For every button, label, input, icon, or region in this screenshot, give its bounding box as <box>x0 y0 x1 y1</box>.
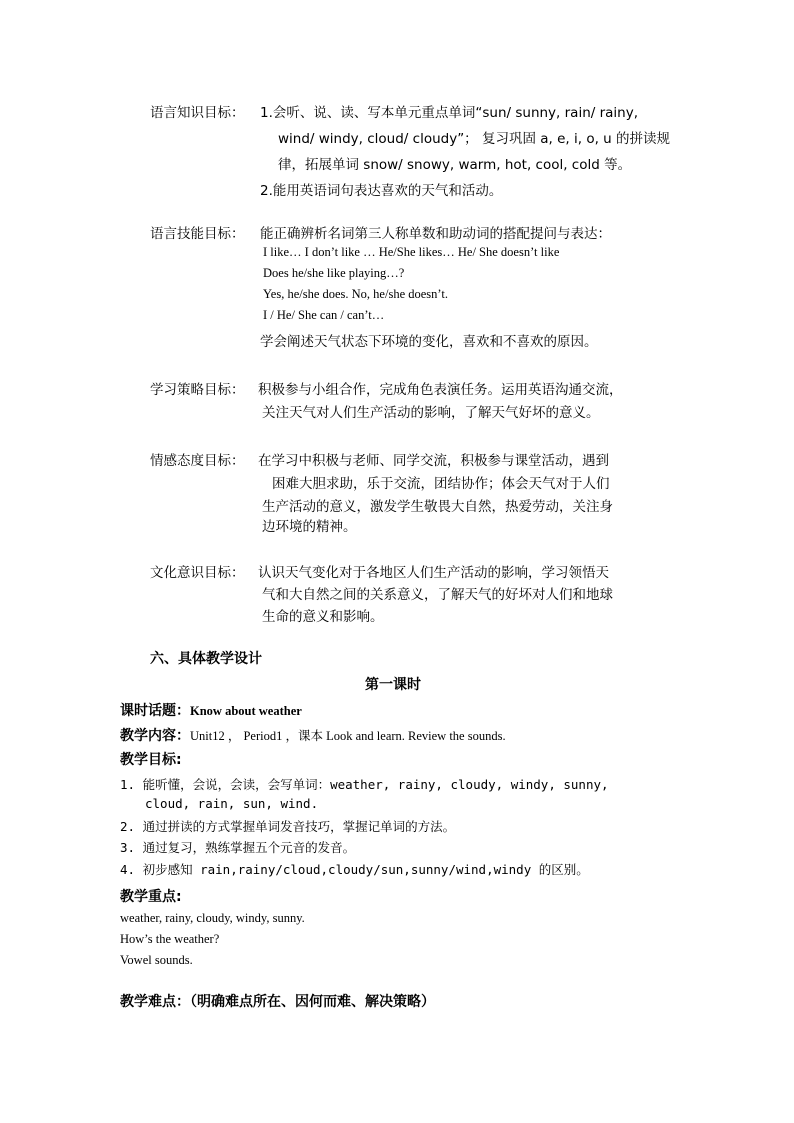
key-point: weather, rainy, cloudy, windy, sunny. <box>120 911 305 925</box>
culture-goal-line: 认识天气变化对于各地区人们生产活动的影响，学习领悟天 <box>258 565 609 581</box>
knowledge-goal-label: 语言知识目标： <box>150 105 245 121</box>
strategy-goal-label: 学习策略目标： <box>150 382 245 398</box>
knowledge-goal-line: 1.会听、说、读、写本单元重点单词“sun/ sunny, rain/ rainy, <box>260 105 639 121</box>
key-points-label: 教学重点: <box>120 889 182 905</box>
skills-goal-line: I / He/ She can / can’t… <box>263 308 385 322</box>
culture-goal-line: 生命的意义和影响。 <box>262 609 384 625</box>
emotion-goal-label: 情感态度目标： <box>150 453 245 469</box>
difficulty-label: 教学难点：（明确难点所在、因何而难、解决策略） <box>120 994 435 1010</box>
emotion-goal-line: 生产活动的意义，激发学生敬畏大自然，热爱劳动，关注身 <box>262 499 613 515</box>
emotion-goal-line: 困难大胆求助，乐于交流，团结协作；体会天气对于人们 <box>272 476 610 492</box>
goal-item: 4. 初步感知 rain,rainy/cloud,cloudy/sun,sunny/wind,windy 的区别。 <box>120 862 589 877</box>
key-point: How’s the weather? <box>120 932 220 946</box>
strategy-goal-line: 积极参与小组合作，完成角色表演任务。运用英语沟通交流， <box>258 382 623 398</box>
topic-label: 课时话题： <box>120 703 190 719</box>
emotion-goal-line: 边环境的精神。 <box>262 519 357 535</box>
content-value: Unit12 ， Period1 ，课本 Look and learn. Review the sounds. <box>190 729 506 743</box>
knowledge-goal-line: 律，拓展单词 snow/ snowy, warm, hot, cool, cold 等。 <box>278 157 632 173</box>
key-point: Vowel sounds. <box>120 953 193 967</box>
topic-value: Know about weather <box>190 704 302 718</box>
skills-goal-line: I like… I don’t like … He/She likes… He/ She doesn’t like <box>263 245 560 259</box>
section-heading: 六、具体教学设计 <box>150 651 262 667</box>
skills-goal-line: Yes, he/she does. No, he/she doesn’t. <box>263 287 448 301</box>
knowledge-goal-line: wind/ windy, cloud/ cloudy”； 复习巩固 a, e, i, o, u 的拼读规 <box>278 131 671 147</box>
lesson-title: 第一课时 <box>365 677 421 693</box>
goal-item: 3. 通过复习，熟练掌握五个元音的发音。 <box>120 840 356 855</box>
content-row <box>120 725 506 745</box>
goal-item: 1. 能听懂，会说，会读，会写单词：weather, rainy, cloudy, windy, sunny, <box>120 777 609 792</box>
goals-label: 教学目标: <box>120 752 182 768</box>
strategy-goal-line: 关注天气对人们生产活动的影响，了解天气好坏的意义。 <box>262 405 600 421</box>
emotion-goal-line: 在学习中积极与老师、同学交流，积极参与课堂活动，遇到 <box>258 453 609 469</box>
skills-goal-line: Does he/she like playing…? <box>263 266 405 280</box>
skills-goal-line: 能正确辨析名词第三人称单数和助动词的搭配提问与表达： <box>260 226 611 242</box>
content-label: 教学内容： <box>120 728 190 744</box>
goal-item: 2. 通过拼读的方式掌握单词发音技巧，掌握记单词的方法。 <box>120 819 456 834</box>
skills-goal-line: 学会阐述天气状态下环境的变化，喜欢和不喜欢的原因。 <box>260 334 598 350</box>
culture-goal-line: 气和大自然之间的关系意义，了解天气的好坏对人们和地球 <box>262 587 613 603</box>
goal-item-continued: cloud, rain, sun, wind. <box>145 796 319 811</box>
culture-goal-label: 文化意识目标： <box>150 565 245 581</box>
knowledge-goal-line: 2.能用英语词句表达喜欢的天气和活动。 <box>260 183 503 199</box>
skills-goal-label: 语言技能目标： <box>150 226 245 242</box>
topic-row <box>120 700 302 720</box>
